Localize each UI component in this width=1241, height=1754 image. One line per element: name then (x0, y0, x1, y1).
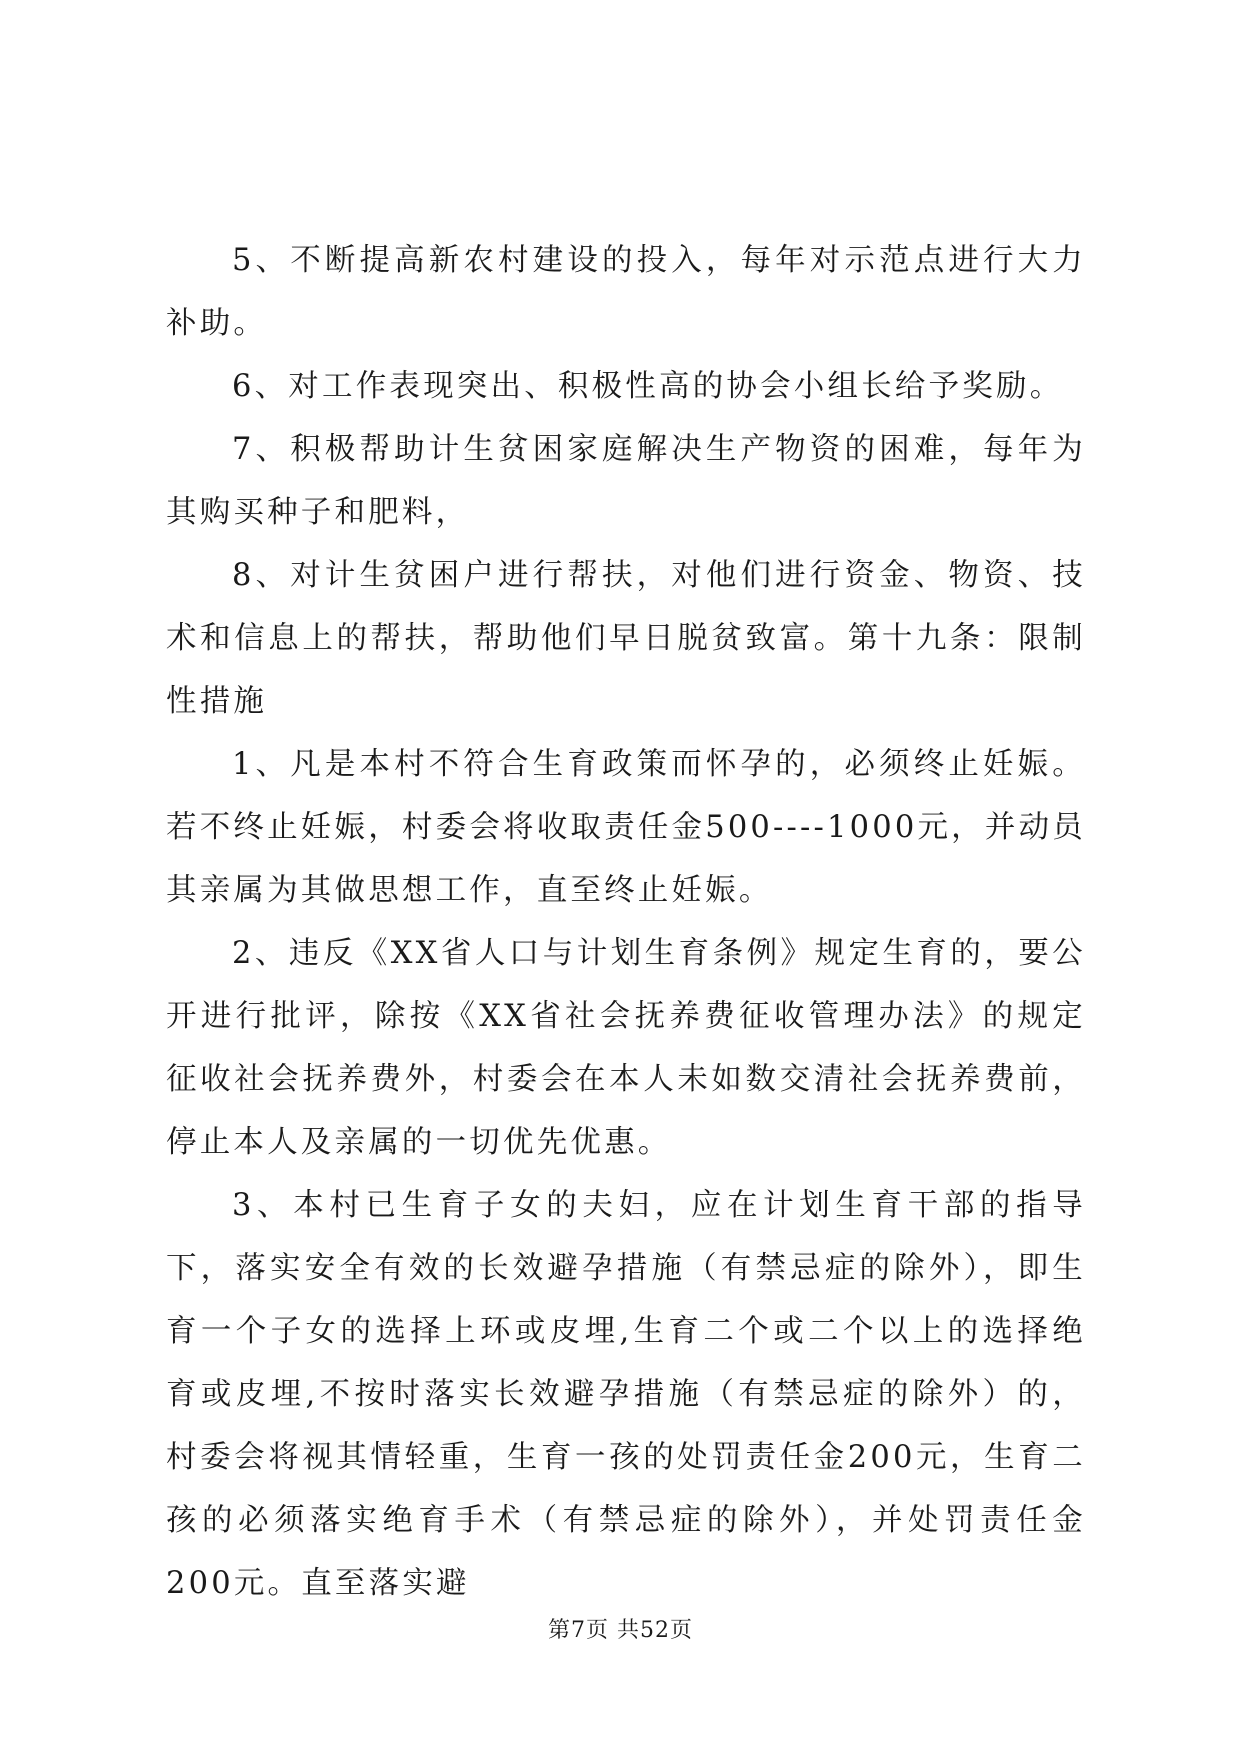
document-body (166, 229, 1086, 1615)
page-number-footer: 第7页 共52页 (548, 1618, 693, 1643)
paragraph-restriction-1: 1、凡是本村不符合生育政策而怀孕的，必须终止妊娠。若不终止妊娠，村委会将收取责任金500----1000元，并动员其亲属为其做思想工作，直至终止妊娠。 (166, 747, 1086, 908)
paragraph-restriction-3: 3、本村已生育子女的夫妇，应在计划生育干部的指导下，落实安全有效的长效避孕措施（有禁忌症的除外），即生育一个子女的选择上环或皮埋,生育二个或二个以上的选择绝育或皮埋,不按时落实长效避孕措施（有禁忌症的除外）的，村委会将视其情轻重，生育一孩的处罚责任金200元，生育二孩的必须落实绝育手术（有禁忌症的除外），并处罚责任金200元。直至落实避 (166, 1188, 1086, 1601)
paragraph-restriction-2: 2、违反《XX省人口与计划生育条例》规定生育的，要公开进行批评，除按《XX省社会抚养费征收管理办法》的规定征收社会抚养费外，村委会在本人未如数交清社会抚养费前，停止本人及亲属的一切优先优惠。 (166, 936, 1086, 1160)
paragraph-item-7: 7、积极帮助计生贫困家庭解决生产物资的困难，每年为其购买种子和肥料， (166, 432, 1086, 530)
paragraph-item-6: 6、对工作表现突出、积极性高的协会小组长给予奖励。 (232, 369, 1064, 404)
paragraph-item-8: 8、对计生贫困户进行帮扶，对他们进行资金、物资、技术和信息上的帮扶，帮助他们早日脱贫致富。第十九条：限制性措施 (166, 558, 1086, 719)
paragraph-item-5: 5、不断提高新农村建设的投入，每年对示范点进行大力补助。 (166, 243, 1086, 341)
